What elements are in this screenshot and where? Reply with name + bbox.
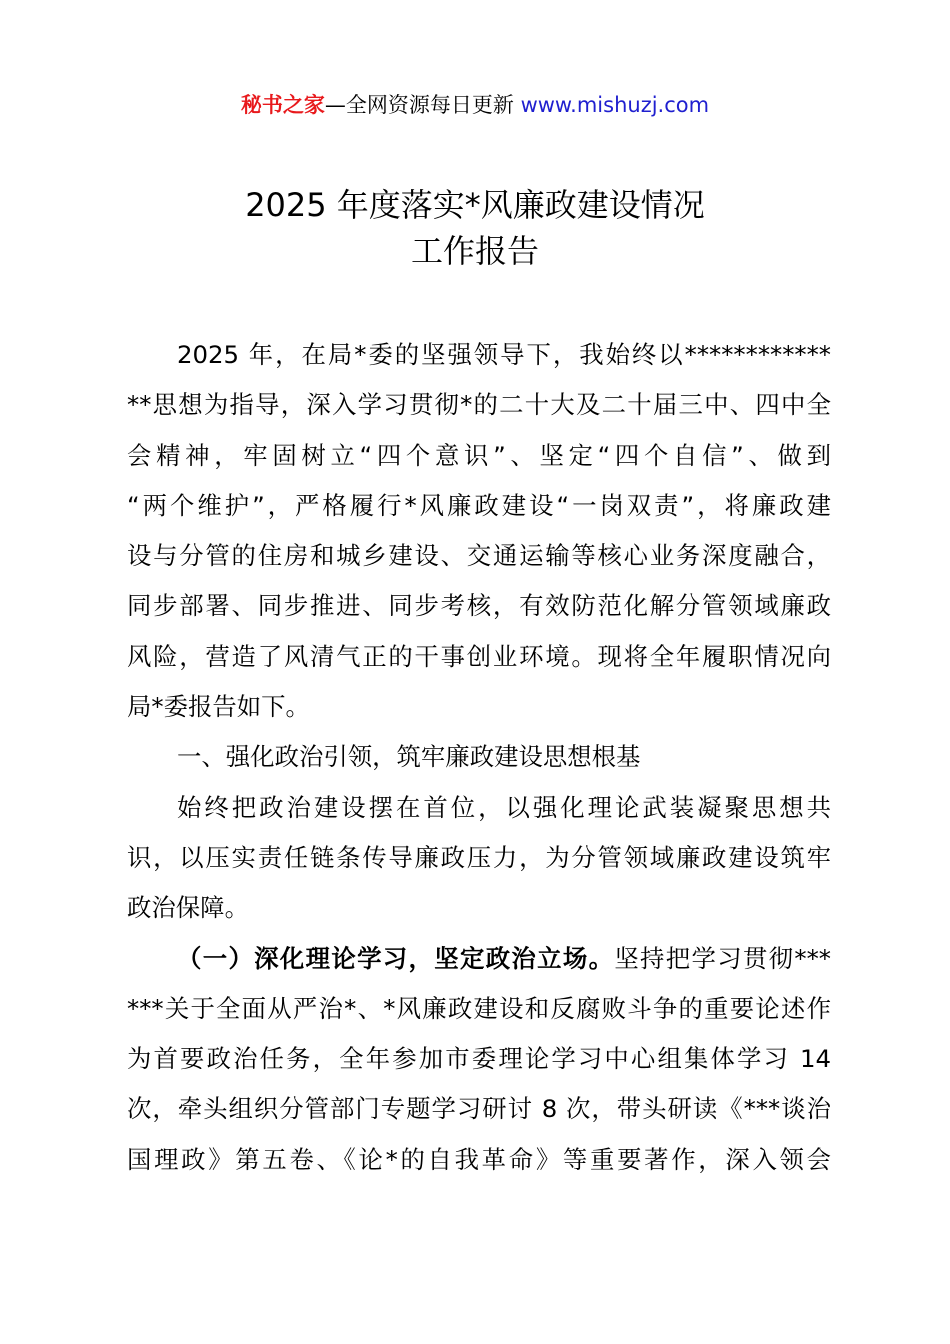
intro-line: 2025 年，在局*委的坚强领导下，我始终以************ <box>177 340 831 369</box>
intro-line: 风险，营造了风清气正的干事创业环境。现将全年履职情况向 <box>127 641 831 671</box>
subsection-1-line: ***关于全面从严治*、*风廉政建设和反腐败斗争的重要论述作 <box>127 993 831 1023</box>
intro-line: **思想为指导，深入学习贯彻*的二十大及二十届三中、四中全 <box>127 390 831 420</box>
site-brand: 秘书之家 <box>240 93 325 117</box>
document-body <box>127 330 831 1185</box>
intro-line: 同步部署、同步推进、同步考核，有效防范化解分管领域廉政 <box>127 591 831 621</box>
section-1-heading: 一、强化政治引领，筑牢廉政建设思想根基 <box>177 742 641 772</box>
intro-line: 局*委报告如下。 <box>127 692 310 722</box>
section-1-line: 政治保障。 <box>127 893 249 923</box>
site-header <box>0 88 950 122</box>
intro-line: 会精神，牢固树立“四个意识”、坚定“四个自信”、做到 <box>127 440 831 470</box>
title-line-2: 工作报告 <box>410 232 539 270</box>
subsection-1-first-line <box>127 934 831 984</box>
title-line-1: 2025 年度落实*风廉政建设情况 <box>245 186 705 224</box>
document-title <box>0 182 950 274</box>
subsection-1-heading: （一）深化理论学习，坚定政治立场。 <box>177 943 615 973</box>
subsection-1-line: 为首要政治任务，全年参加市委理论学习中心组集体学习 14 <box>127 1044 831 1074</box>
site-url-link[interactable]: www.mishuzj.com <box>520 93 710 117</box>
subsection-1-line: 次，牵头组织分管部门专题学习研讨 8 次，带头研读《***谈治 <box>127 1094 831 1124</box>
intro-line: “两个维护”，严格履行*风廉政建设“一岗双责”，将廉政建 <box>127 490 831 520</box>
subsection-1-line: 国理政》第五卷、《论*的自我革命》等重要著作，深入领会 <box>127 1144 831 1174</box>
site-tagline: —全网资源每日更新 <box>324 93 521 117</box>
section-1-line: 识，以压实责任链条传导廉政压力，为分管领域廉政建设筑牢 <box>127 842 831 872</box>
intro-line: 设与分管的住房和城乡建设、交通运输等核心业务深度融合， <box>127 541 831 571</box>
section-1-line: 始终把政治建设摆在首位，以强化理论武装凝聚思想共 <box>177 792 831 822</box>
subsection-1-text: 坚持把学习贯彻*** <box>614 943 831 973</box>
